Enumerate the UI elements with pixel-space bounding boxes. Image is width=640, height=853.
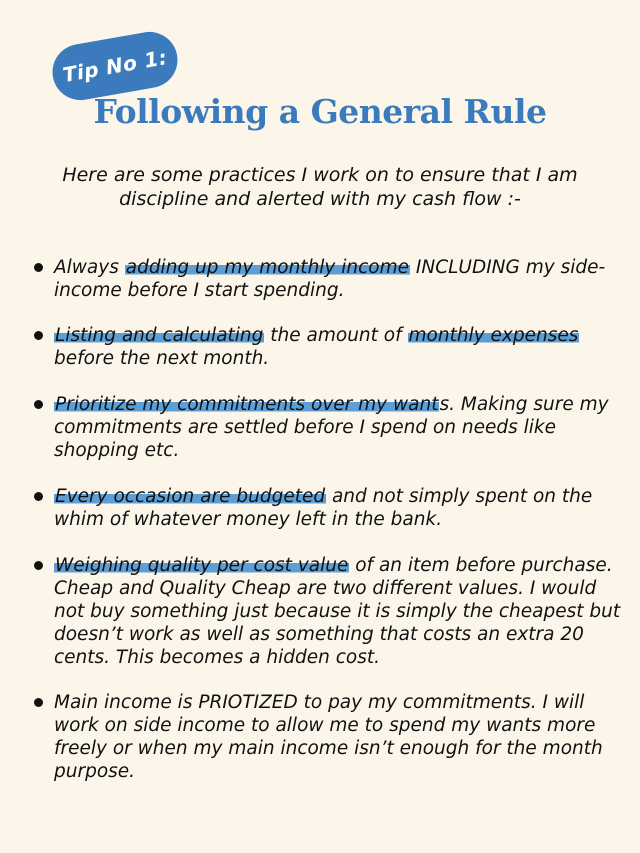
item-text-mid: the amount of xyxy=(264,325,408,346)
highlighted-phrase: Prioritize my commitments over my want xyxy=(55,394,439,415)
list-item xyxy=(32,393,628,462)
item-text-post: s. Making sure my commitments are settled before I spend on needs like shopping etc. xyxy=(54,394,609,461)
list-item xyxy=(32,324,628,370)
list-item xyxy=(32,485,628,531)
highlighted-phrase: Every occasion are budgeted xyxy=(55,486,326,507)
item-text-post: before the next month. xyxy=(54,348,270,369)
intro-text: Here are some practices I work on to ensure that I am discipline and alerted with my cash flow :- xyxy=(62,164,578,210)
bullet-icon xyxy=(34,400,43,409)
item-text-post: and not simply spent on the whim of whatever money left in the bank. xyxy=(54,486,593,530)
item-text-post: INCLUDING my side-income before I start spending. xyxy=(54,257,606,301)
highlighted-phrase: Weighing quality per cost value xyxy=(55,555,349,576)
bullet-icon xyxy=(34,492,43,501)
highlighted-phrase: Listing and calculating xyxy=(55,325,264,346)
highlighted-phrase: monthly expenses xyxy=(408,325,579,346)
item-text-post: Main income is PRIOTIZED to pay my commitments. I will work on side income to allow me to spend my wants more freely or when my main income isn’t enough for the month purpose. xyxy=(54,692,603,782)
list-item xyxy=(32,691,628,783)
tip-badge-label: Tip No 1: xyxy=(60,45,170,87)
page-title: Following a General Rule xyxy=(93,92,547,131)
highlighted-phrase: adding up my monthly income xyxy=(125,257,410,278)
bullet-icon xyxy=(34,263,43,272)
list-item xyxy=(32,256,628,302)
bullet-icon xyxy=(34,698,43,707)
tips-list xyxy=(32,256,628,783)
bullet-icon xyxy=(34,331,43,340)
item-text-pre: Always xyxy=(54,257,125,278)
list-item xyxy=(32,554,628,669)
bullet-icon xyxy=(34,561,43,570)
item-text-post: of an item before purchase. Cheap and Quality Cheap are two different values. I would not buy something just because it is simply the cheapest but doesn’t work as well as something that costs an extra 20 cents. This becomes a hidden cost. xyxy=(54,555,621,668)
